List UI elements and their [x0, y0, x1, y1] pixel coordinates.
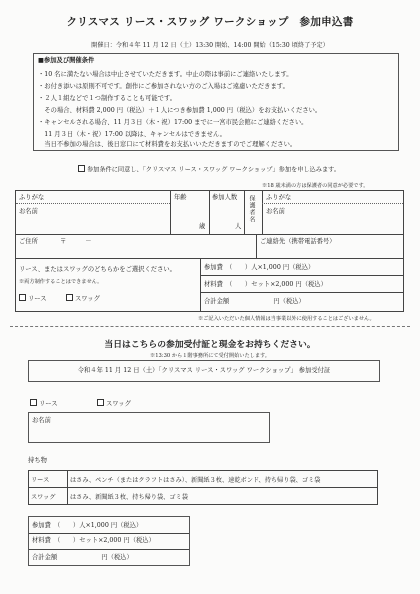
guardian-furigana-label: ふりがな: [266, 194, 292, 201]
address-field[interactable]: [56, 235, 254, 257]
postal-code: 〒 －: [60, 238, 92, 245]
opt-wreath[interactable]: [19, 294, 47, 303]
ticket-fee-box: [28, 516, 190, 566]
under18-note: ※18 歳未満の方は保護者の同意が必要です。: [262, 183, 369, 189]
ticket-wreath-label: リース: [39, 400, 58, 408]
condition-line: 当日不参加の場合は、後日窓口にて材料費をお支払いいただきますのでご理解ください。: [38, 141, 297, 148]
items-text: はさみ、新聞紙３枚、持ち帰り袋、ゴミ袋: [68, 488, 378, 505]
age-field[interactable]: [171, 204, 208, 232]
ticket-fee-total: 合計金額 円（税込）: [32, 554, 133, 561]
age-unit: 歳: [199, 223, 206, 230]
items-text: はさみ、ペンチ（またはクラフトはさみ）、新聞紙３枚、速乾ボンド、持ち帰り袋、ゴミ袋: [68, 471, 378, 488]
ticket-swag-label: スワッグ: [106, 400, 131, 408]
guardian-label: 保護者名: [248, 195, 255, 223]
fee-total: 合計金額 円（税込）: [204, 298, 305, 305]
guardian-name-label: お名前: [266, 208, 285, 215]
ticket-opt-wreath[interactable]: [30, 399, 58, 408]
fee-material: 材料費 （ ）セット×2,000 円（税込）: [204, 281, 327, 288]
ticket-title-box: [28, 360, 380, 382]
items-row: [29, 471, 378, 488]
age-label: 年齢: [174, 194, 187, 201]
name-label: お名前: [19, 208, 38, 215]
opt-swag[interactable]: [66, 294, 100, 303]
reception-note: ※13:30 から１階事務所にて受付開始いたします。: [150, 353, 270, 359]
condition-line: ・２人１組などで１つ制作することも可能です。: [38, 95, 177, 102]
privacy-note: ※ご記入いただいた個人情報は当事業以外に使用することはございません。: [198, 316, 375, 322]
participants-label: 参加人数: [212, 194, 238, 201]
furigana-label: ふりがな: [19, 194, 45, 201]
cut-line: [10, 326, 410, 327]
ticket-fee-material: 材料費 （ ）セット×2,000 円（税込）: [32, 537, 155, 544]
items-row: [29, 488, 378, 505]
swag-checkbox[interactable]: [66, 294, 73, 301]
wreath-label: リース: [28, 295, 47, 303]
ticket-name-box[interactable]: [28, 412, 270, 443]
condition-line: その場合、材料費 2,000 円（税込）＋１人につき参加費 1,000 円（税込）をお支払いください。: [38, 107, 322, 114]
ticket-name-label: お名前: [32, 417, 51, 424]
condition-line: 11 月３日（木・祝）17:00 以降は、キャンセルはできません。: [38, 131, 226, 138]
participants-unit: 人: [235, 223, 242, 230]
items-label: 持ち物: [28, 457, 47, 464]
ticket-wreath-checkbox[interactable]: [30, 399, 37, 406]
ticket-swag-checkbox[interactable]: [97, 399, 104, 406]
agree-text: 参加条件に同意し、「クリスマス リース・スワッグ ワークショップ」参加を申し込みます。: [87, 166, 341, 174]
agree-row[interactable]: [78, 165, 340, 174]
contact-label: ご連絡先（携帯電話番号）: [260, 238, 336, 245]
ticket-title: 令和４年 11 月 12 日（土）「クリスマス リース・スワッグ ワークショップ」 参加受付証: [77, 367, 331, 374]
items-kind: スワッグ: [29, 488, 68, 505]
items-table: [28, 470, 378, 505]
conditions-box: [33, 53, 399, 151]
name-field[interactable]: [56, 204, 168, 232]
ticket-opt-swag[interactable]: [97, 399, 131, 408]
condition-line: ・お付き添いは原則不可です。創作にご参加されない方のご入場はご遠慮いただきます。: [38, 83, 289, 90]
condition-line: ・10 名に満たない場合は中止させていただきます。中止の際は事前にご連絡いたします。: [38, 71, 293, 78]
event-date: 開催日：令和４年 11 月 12 日（土）13:30 開始、14:00 開始（15:30 頃終了予定）: [91, 42, 329, 49]
page-title: クリスマス リース・スワッグ ワークショップ 参加申込書: [66, 16, 354, 28]
choose-note: ※両方制作することはできません。: [19, 279, 103, 285]
items-kind: リース: [29, 471, 68, 488]
choose-instruction: リース、またはスワッグのどちらかをご選択ください。: [19, 266, 176, 273]
contact-field[interactable]: [257, 245, 401, 257]
address-label: ご住所: [19, 238, 38, 245]
swag-label: スワッグ: [75, 295, 100, 303]
agree-checkbox[interactable]: [78, 165, 85, 172]
participants-field[interactable]: [210, 204, 243, 232]
conditions-heading: ■参加及び開催条件: [38, 57, 95, 64]
fee-participation: 参加費 （ ）人×1,000 円（税込）: [204, 264, 315, 271]
condition-line: ・キャンセルされる場合、11 月３日（木・祝）17:00 までに一宮市民会館にご連絡ください。: [38, 119, 308, 126]
guardian-name-field[interactable]: [263, 204, 402, 232]
bring-heading: 当日はこちらの参加受付証と現金をお持ちください。: [104, 340, 316, 350]
wreath-checkbox[interactable]: [19, 294, 26, 301]
application-form: [15, 190, 404, 312]
ticket-fee-participation: 参加費 （ ）人×1,000 円（税込）: [32, 522, 143, 529]
